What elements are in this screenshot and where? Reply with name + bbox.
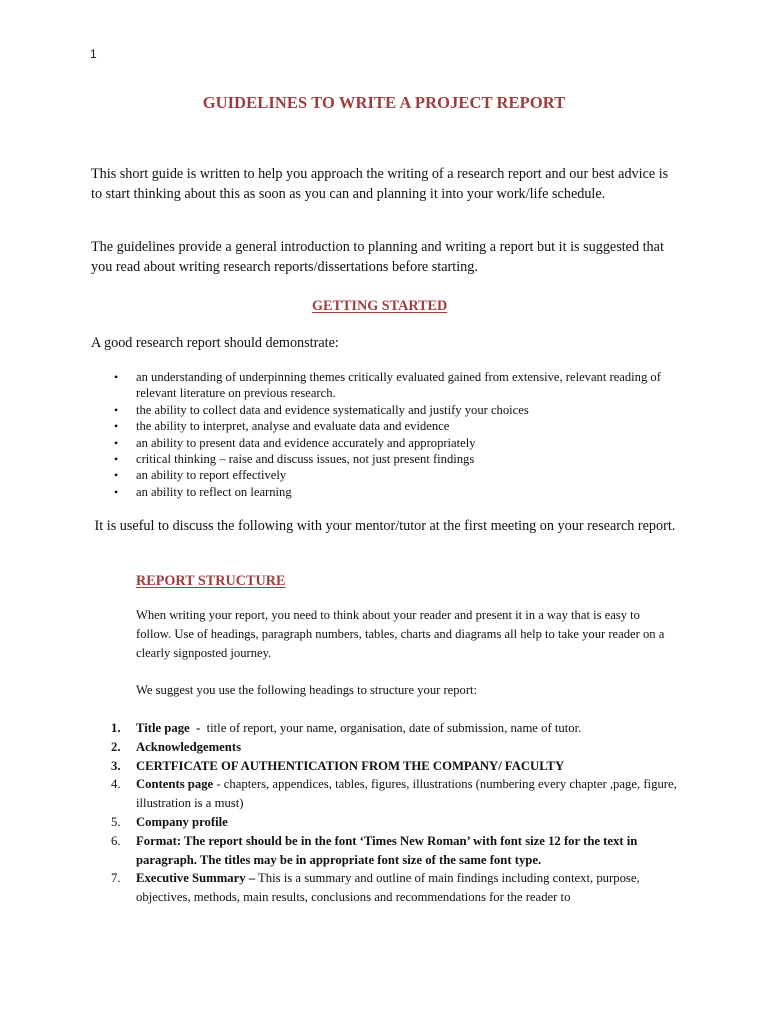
bullet-icon: • <box>114 452 119 467</box>
mentor-paragraph: It is useful to discuss the following with your mentor/tutor at the first meeting on your research report. <box>91 518 676 534</box>
demonstrate-list <box>104 369 664 500</box>
intro-paragraph-2: The guidelines provide a general introduction to planning and writing a report but it is suggested that you read about writing research reports/dissertations before starting. <box>91 239 664 275</box>
list-item: 2. Acknowledgements <box>111 739 242 754</box>
list-item: • an ability to reflect on learning <box>114 484 292 499</box>
bullet-icon: • <box>114 468 119 483</box>
report-headings-list <box>111 719 681 907</box>
list-item: 6. Format: The report should be in the font ‘Times New Roman’ with font size 12 for the text in paragraph. The titles may be in appropriate font size of the same font type. <box>111 833 638 867</box>
report-structure-heading: REPORT STRUCTURE <box>136 573 286 589</box>
list-item: 4. Contents page - chapters, appendices, tables, figures, illustrations (numbering every chapter ,page, figure, illustration is a must) <box>111 777 677 811</box>
bullet-icon: • <box>114 484 119 499</box>
list-item: 5. Company profile <box>111 814 228 829</box>
bullet-icon: • <box>114 435 119 450</box>
intro-paragraph-1: This short guide is written to help you approach the writing of a research report and our best advice is to start thinking about this as soon as you can and planning it into your work/life schedule. <box>91 166 669 202</box>
list-item: 3. CERTFICATE OF AUTHENTICATION FROM THE COMPANY/ FACULTY <box>111 758 565 773</box>
bullet-icon: • <box>114 419 119 434</box>
getting-started-heading: GETTING STARTED <box>312 298 448 314</box>
bullet-icon: • <box>114 370 119 384</box>
list-item: • the ability to collect data and evidence systematically and justify your choices <box>114 402 529 417</box>
list-item: • an understanding of underpinning themes critically evaluated gained from extensive, relevant reading of relevant literature on previous research. <box>114 370 661 401</box>
headings-intro: We suggest you use the following headings to structure your report: <box>136 683 478 697</box>
document-title: GUIDELINES TO WRITE A PROJECT REPORT <box>202 93 566 112</box>
bullet-icon: • <box>114 402 119 417</box>
list-item: • an ability to report effectively <box>114 468 287 483</box>
list-item: • the ability to interpret, analyse and evaluate data and evidence <box>114 419 450 434</box>
page-number: 1 <box>90 47 97 61</box>
list-item: • an ability to present data and evidence accurately and appropriately <box>114 435 476 450</box>
list-item: 1. Title page - title of report, your name, organisation, date of submission, name of tutor. <box>111 721 582 735</box>
getting-started-lead: A good research report should demonstrate: <box>91 335 339 351</box>
list-item: • critical thinking – raise and discuss issues, not just present findings <box>114 452 475 467</box>
report-structure-paragraph: When writing your report, you need to think about your reader and present it in a way that is easy to follow. Use of headings, paragraph numbers, tables, charts and diagrams all help to take your reader on a clearly signposted journey. <box>136 608 665 661</box>
list-item: 7. Executive Summary – This is a summary and outline of main findings including context, purpose, objectives, methods, main results, conclusions and recommendations for the reader to <box>111 871 640 905</box>
